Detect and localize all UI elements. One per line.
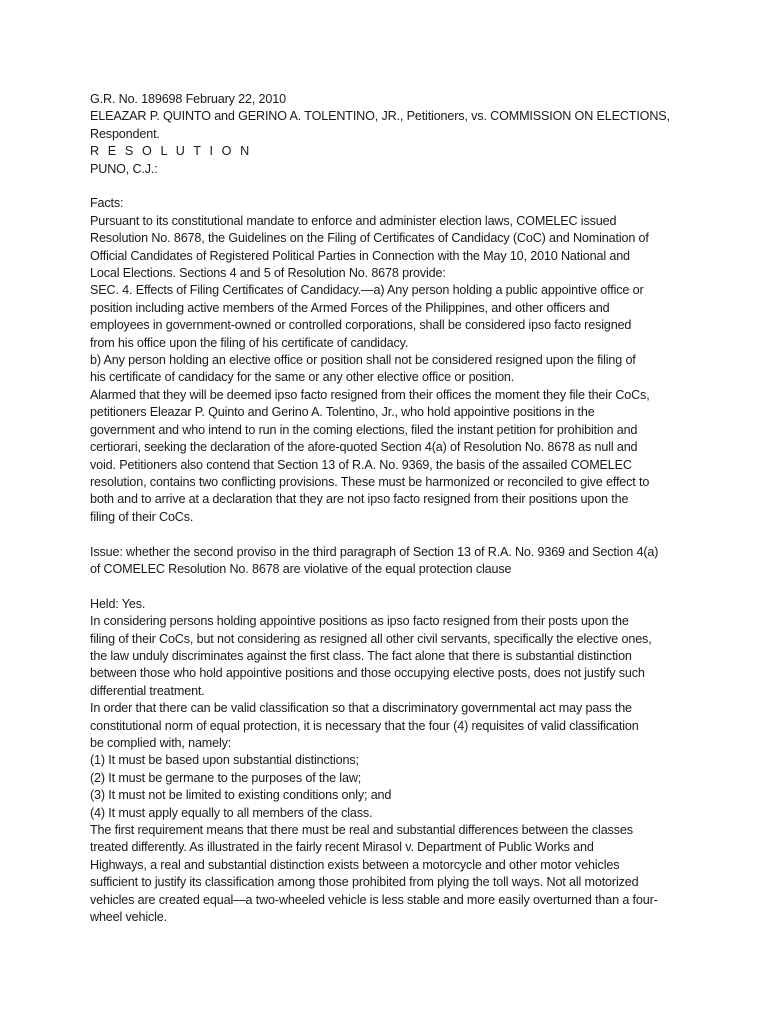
facts-line: both and to arrive at a declaration that they are not ipso facto resigned from their positions upon the [90, 492, 629, 507]
held-line: wheel vehicle. [90, 910, 168, 925]
facts-section [90, 213, 690, 526]
held-line: differential treatment. [90, 683, 205, 698]
ponente: PUNO, C.J.: [90, 161, 158, 176]
held-heading: Held: Yes. [90, 596, 146, 611]
facts-line: b) Any person holding an elective office or position shall not be considered resigned upon the filing of [90, 353, 636, 368]
facts-line: Local Elections. Sections 4 and 5 of Resolution No. 8678 provide: [90, 266, 446, 281]
parties-line: ELEAZAR P. QUINTO and GERINO A. TOLENTINO, JR., Petitioners, vs. COMMISSION ON ELECTIONS, [90, 109, 670, 124]
requisite-item: (4) It must apply equally to all members of the class. [90, 805, 373, 820]
held-line: the law unduly discriminates against the first class. The fact alone that there is substantial distinction [90, 648, 632, 663]
document-page [90, 91, 690, 926]
held-line: filing of their CoCs, but not considering as resigned all other civil servants, specifically the elective ones, [90, 631, 652, 646]
spacer [90, 578, 690, 595]
facts-line: Alarmed that they will be deemed ipso facto resigned from their offices the moment they file their CoCs, [90, 387, 650, 402]
requisite-item: (1) It must be based upon substantial distinctions; [90, 753, 359, 768]
facts-line: Resolution No. 8678, the Guidelines on the Filing of Certificates of Candidacy (CoC) and Nomination of [90, 231, 649, 246]
held-line: sufficient to justify its classification among those prohibited from plying the toll ways. Not all motorized [90, 875, 639, 890]
held-line: be complied with, namely: [90, 735, 232, 750]
facts-line: filing of their CoCs. [90, 509, 194, 524]
facts-line: void. Petitioners also contend that Section 13 of R.A. No. 9369, the basis of the assailed COMELEC [90, 457, 632, 472]
facts-line: Official Candidates of Registered Political Parties in Connection with the May 10, 2010 National and [90, 248, 630, 263]
facts-line: certiorari, seeking the declaration of the afore-quoted Section 4(a) of Resolution No. 8678 as null and [90, 440, 638, 455]
held-line: In order that there can be valid classification so that a discriminatory governmental act may pass the [90, 701, 632, 716]
held-line: Highways, a real and substantial distinction exists between a motorcycle and other motor vehicles [90, 857, 620, 872]
facts-line: from his office upon the filing of his certificate of candidacy. [90, 335, 409, 350]
facts-line: SEC. 4. Effects of Filing Certificates of Candidacy.—a) Any person holding a public appointive office or [90, 283, 644, 298]
spacer [90, 178, 690, 195]
parties-line: Respondent. [90, 126, 160, 141]
requisite-item: (3) It must not be limited to existing conditions only; and [90, 788, 392, 803]
issue-section [90, 544, 690, 579]
facts-line: petitioners Eleazar P. Quinto and Gerino A. Tolentino, Jr., who hold appointive positions in the [90, 405, 595, 420]
facts-line: position including active members of the Armed Forces of the Philippines, and other officers and [90, 300, 610, 315]
held-line: In considering persons holding appointive positions as ipso facto resigned from their posts upon the [90, 614, 629, 629]
held-line: vehicles are created equal—a two-wheeled vehicle is less stable and more easily overturned than a four- [90, 892, 658, 907]
issue-line: of COMELEC Resolution No. 8678 are violative of the equal protection clause [90, 561, 512, 576]
facts-line: his certificate of candidacy for the same or any other elective office or position. [90, 370, 515, 385]
held-section [90, 613, 690, 926]
spacer [90, 526, 690, 543]
facts-heading: Facts: [90, 196, 124, 211]
facts-line: employees in government-owned or controlled corporations, shall be considered ipso facto resigned [90, 318, 632, 333]
document-title: R E S O L U T I O N [90, 144, 252, 159]
held-line: constitutional norm of equal protection, it is necessary that the four (4) requisites of valid classification [90, 718, 639, 733]
requisite-item: (2) It must be germane to the purposes of the law; [90, 770, 362, 785]
facts-line: Pursuant to its constitutional mandate to enforce and administer election laws, COMELEC issued [90, 213, 617, 228]
case-number: G.R. No. 189698 February 22, 2010 [90, 92, 286, 106]
held-line: treated differently. As illustrated in the fairly recent Mirasol v. Department of Public Works and [90, 840, 594, 855]
facts-line: resolution, contains two conflicting provisions. These must be harmonized or reconciled to give effect to [90, 474, 650, 489]
held-line: between those who hold appointive positions and those occupying elective posts, does not justify such [90, 666, 645, 681]
held-line: The first requirement means that there must be real and substantial differences between the classes [90, 823, 633, 838]
facts-line: government and who intend to run in the coming elections, filed the instant petition for prohibition and [90, 422, 638, 437]
issue-line: Issue: whether the second proviso in the third paragraph of Section 13 of R.A. No. 9369 and Section 4(a) [90, 544, 659, 559]
